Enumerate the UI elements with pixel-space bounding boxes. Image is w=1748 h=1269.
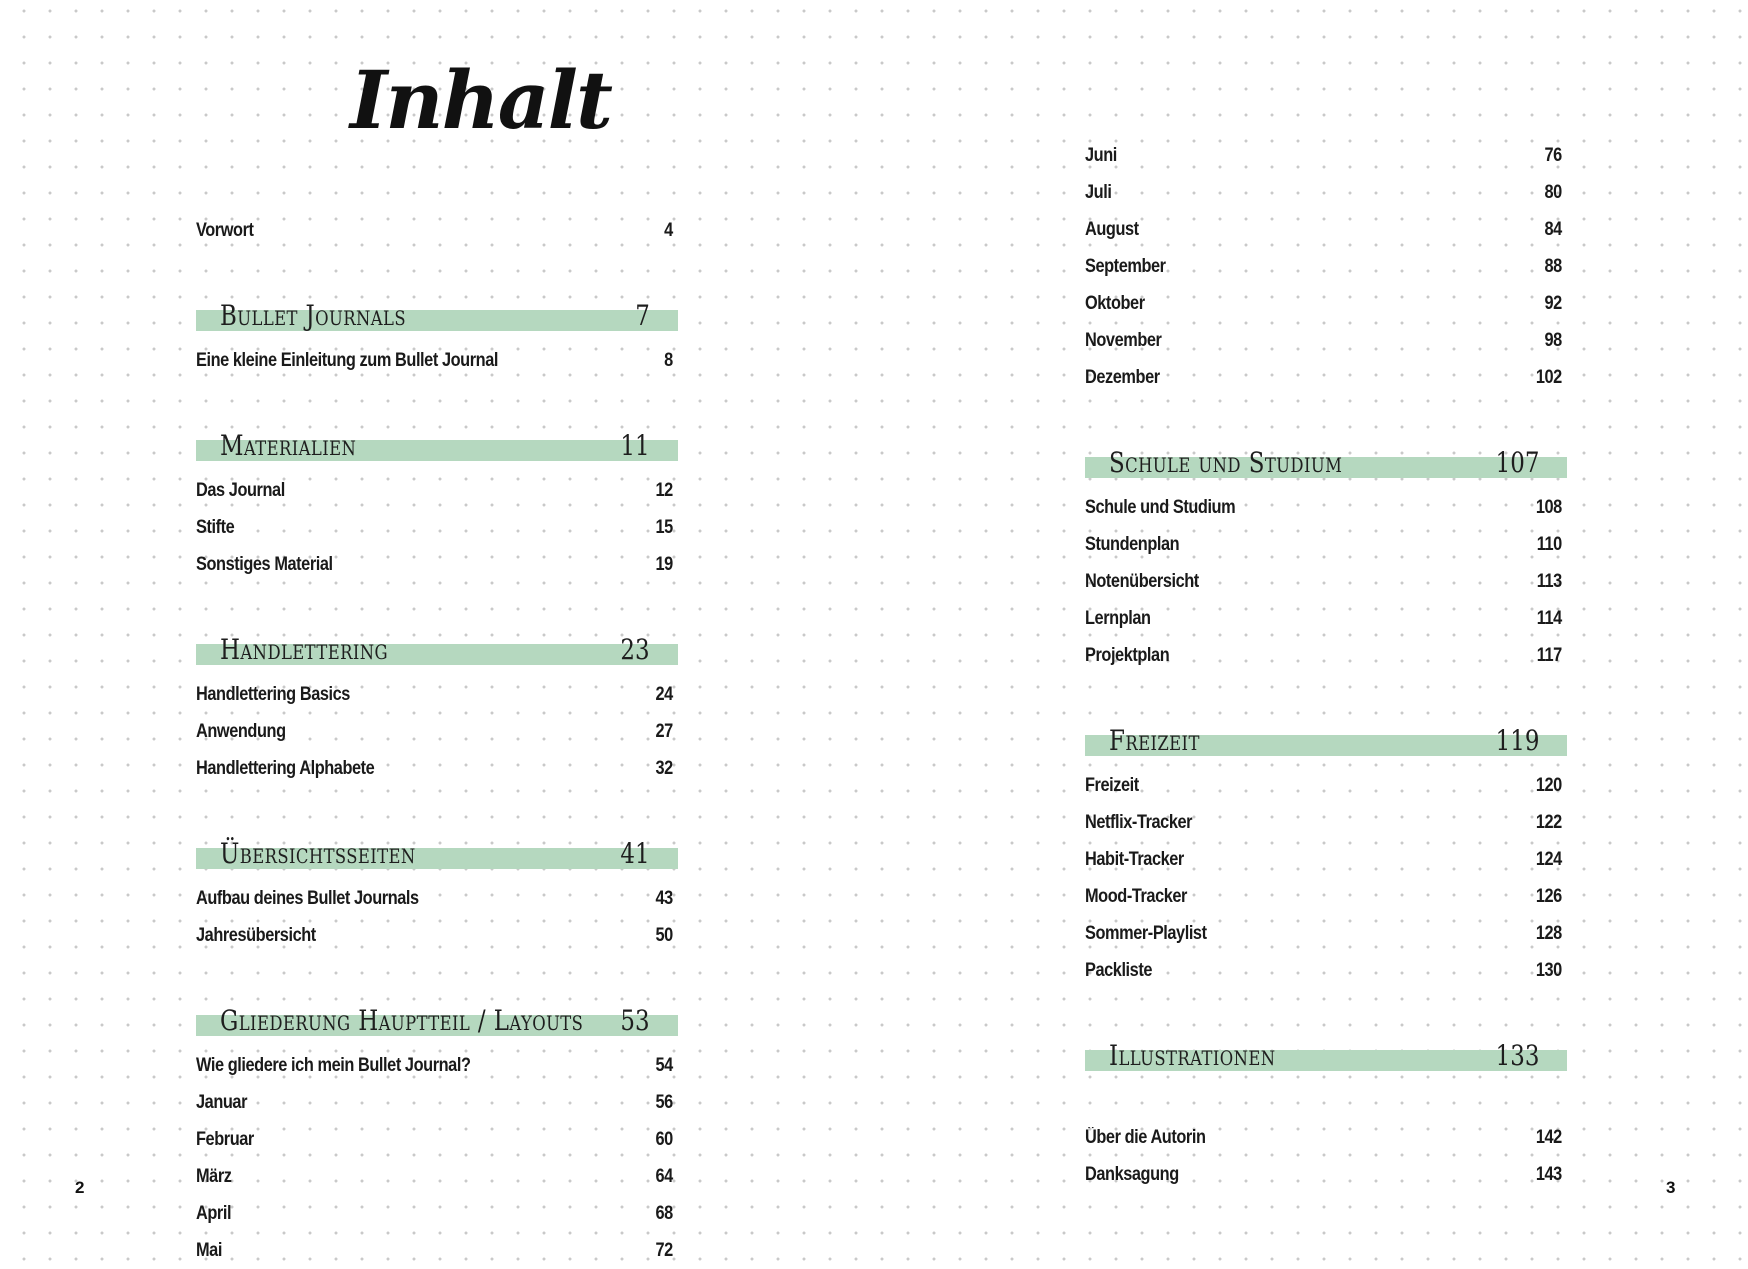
toc-entry-title: Das Journal — [196, 480, 285, 501]
toc-entry-title: Januar — [196, 1092, 248, 1113]
section-title: Handlettering — [220, 633, 388, 666]
toc-entry-title: Wie gliedere ich mein Bullet Journal? — [196, 1055, 471, 1076]
toc-gap — [196, 249, 678, 278]
toc-section-heading[interactable] — [196, 278, 678, 342]
toc-entry-title: November — [1085, 330, 1162, 351]
toc-entry-title: September — [1085, 256, 1166, 277]
toc-entry-page: 15 — [655, 517, 673, 538]
section-page-number: 23 — [620, 633, 650, 666]
toc-gap — [1085, 674, 1567, 703]
toc-entry-title: Über die Autorin — [1085, 1127, 1206, 1148]
section-page-number: 53 — [620, 1004, 650, 1037]
toc-entry-page: 43 — [655, 888, 673, 909]
toc-entry[interactable] — [196, 917, 678, 954]
toc-entry[interactable] — [1085, 804, 1567, 841]
toc-entry[interactable] — [196, 472, 678, 509]
toc-right-column — [1085, 137, 1567, 1193]
section-page-number: 133 — [1495, 1039, 1539, 1072]
toc-entry[interactable] — [1085, 322, 1567, 359]
toc-entry-title: Sonstiges Material — [196, 554, 333, 575]
section-title: Bullet Journals — [220, 299, 406, 332]
toc-entry[interactable] — [1085, 637, 1567, 674]
toc-entry-page: 84 — [1544, 219, 1562, 240]
toc-left-column — [196, 212, 678, 1269]
toc-entry[interactable] — [1085, 878, 1567, 915]
toc-entry-title: Jahresübersicht — [196, 925, 316, 946]
section-page-number: 119 — [1495, 724, 1539, 757]
toc-entry-page: 98 — [1544, 330, 1562, 351]
toc-entry[interactable] — [196, 546, 678, 583]
toc-section-heading[interactable] — [196, 983, 678, 1047]
toc-entry-title: April — [196, 1203, 232, 1224]
toc-entry-title: Sommer-Playlist — [1085, 923, 1207, 944]
right-page — [874, 0, 1748, 1240]
toc-entry-page: 142 — [1535, 1127, 1562, 1148]
toc-entry-title: Danksagung — [1085, 1164, 1179, 1185]
toc-entry[interactable] — [196, 212, 678, 249]
toc-entry-page: 80 — [1544, 182, 1562, 203]
toc-entry[interactable] — [1085, 174, 1567, 211]
section-title: Übersichtsseiten — [220, 837, 416, 870]
toc-entry-page: 64 — [655, 1166, 673, 1187]
toc-entry[interactable] — [1085, 489, 1567, 526]
toc-entry[interactable] — [1085, 841, 1567, 878]
toc-entry[interactable] — [1085, 211, 1567, 248]
toc-entry-title: Mai — [196, 1240, 222, 1261]
toc-entry-title: Packliste — [1085, 960, 1152, 981]
toc-entry[interactable] — [196, 880, 678, 917]
toc-entry-page: 88 — [1544, 256, 1562, 277]
toc-entry-page: 24 — [655, 684, 673, 705]
section-page-number: 41 — [620, 837, 650, 870]
toc-entry[interactable] — [1085, 915, 1567, 952]
toc-entry-title: August — [1085, 219, 1139, 240]
toc-entry-title: Freizeit — [1085, 775, 1139, 796]
left-page — [0, 0, 874, 1261]
toc-entry[interactable] — [1085, 137, 1567, 174]
toc-entry-page: 117 — [1536, 645, 1562, 666]
toc-entry-title: Habit-Tracker — [1085, 849, 1184, 870]
toc-entry[interactable] — [196, 1047, 678, 1084]
toc-entry-page: 102 — [1535, 367, 1562, 388]
toc-entry[interactable] — [1085, 767, 1567, 804]
page-number-right: 3 — [1666, 1178, 1676, 1197]
toc-entry-page: 12 — [655, 480, 673, 501]
section-title: Materialien — [220, 429, 357, 462]
toc-entry-page: 27 — [655, 721, 673, 742]
toc-entry-title: Februar — [196, 1129, 254, 1150]
toc-entry-page: 68 — [655, 1203, 673, 1224]
toc-entry-title: Stifte — [196, 517, 235, 538]
toc-section-heading[interactable] — [196, 612, 678, 676]
toc-gap — [196, 379, 678, 408]
toc-entry-title: Projektplan — [1085, 645, 1170, 666]
toc-entry-page: 126 — [1535, 886, 1562, 907]
toc-entry-page: 60 — [655, 1129, 673, 1150]
toc-entry-title: Juni — [1085, 145, 1117, 166]
toc-entry-page: 50 — [655, 925, 673, 946]
toc-entry-page: 76 — [1544, 145, 1562, 166]
section-page-number: 11 — [620, 429, 650, 462]
toc-entry-title: Lernplan — [1085, 608, 1151, 629]
toc-section-heading[interactable] — [196, 408, 678, 472]
section-title: Schule und Studium — [1109, 446, 1343, 479]
toc-entry-page: 32 — [655, 758, 673, 779]
toc-entry[interactable] — [196, 342, 678, 379]
toc-entry-page: 54 — [655, 1055, 673, 1076]
toc-entry-page: 143 — [1535, 1164, 1562, 1185]
toc-gap — [196, 787, 678, 816]
page-title: Inhalt — [350, 53, 611, 147]
toc-entry-title: Oktober — [1085, 293, 1145, 314]
page-number-left: 2 — [75, 1178, 85, 1197]
toc-entry-title: Stundenplan — [1085, 534, 1180, 555]
toc-entry-page: 4 — [664, 220, 673, 241]
toc-entry[interactable] — [196, 1084, 678, 1121]
toc-entry-title: Dezember — [1085, 367, 1160, 388]
toc-entry[interactable] — [1085, 600, 1567, 637]
toc-entry[interactable] — [1085, 563, 1567, 600]
toc-entry-title: Aufbau deines Bullet Journals — [196, 888, 419, 909]
toc-entry-title: Juli — [1085, 182, 1112, 203]
toc-entry-page: 108 — [1535, 497, 1562, 518]
toc-gap — [1085, 989, 1567, 1018]
toc-gap — [196, 954, 678, 983]
toc-gap — [196, 583, 678, 612]
section-title: Gliederung Hauptteil / Layouts — [220, 1004, 584, 1037]
toc-section-heading[interactable] — [1085, 703, 1567, 767]
toc-entry-title: März — [196, 1166, 232, 1187]
toc-entry[interactable] — [196, 1121, 678, 1158]
toc-entry-page: 120 — [1535, 775, 1562, 796]
toc-entry[interactable] — [196, 713, 678, 750]
toc-entry[interactable] — [1085, 952, 1567, 989]
toc-entry[interactable] — [196, 1232, 678, 1269]
toc-section-heading[interactable] — [1085, 425, 1567, 489]
toc-entry-title: Eine kleine Einleitung zum Bullet Journal — [196, 350, 498, 371]
toc-section-heading[interactable] — [1085, 1018, 1567, 1082]
toc-entry-page: 130 — [1535, 960, 1562, 981]
toc-entry-page: 56 — [655, 1092, 673, 1113]
toc-entry[interactable] — [196, 1195, 678, 1232]
section-title: Freizeit — [1109, 724, 1200, 757]
toc-entry[interactable] — [1085, 285, 1567, 322]
toc-entry-page: 122 — [1535, 812, 1562, 833]
toc-entry-page: 113 — [1536, 571, 1562, 592]
toc-entry-title: Notenübersicht — [1085, 571, 1199, 592]
toc-entry-page: 128 — [1535, 923, 1562, 944]
toc-entry[interactable] — [1085, 1156, 1567, 1193]
toc-spacer — [1085, 1082, 1567, 1119]
toc-entry-title: Vorwort — [196, 220, 254, 241]
toc-entry-page: 19 — [655, 554, 673, 575]
toc-entry-page: 110 — [1536, 534, 1562, 555]
toc-entry[interactable] — [1085, 359, 1567, 396]
toc-gap — [1085, 396, 1567, 425]
toc-entry[interactable] — [1085, 1119, 1567, 1156]
toc-entry[interactable] — [1085, 526, 1567, 563]
toc-entry-title: Mood-Tracker — [1085, 886, 1187, 907]
toc-entry[interactable] — [196, 509, 678, 546]
toc-entry-page: 8 — [664, 350, 673, 371]
toc-entry[interactable] — [1085, 248, 1567, 285]
toc-entry-title: Handlettering Alphabete — [196, 758, 375, 779]
toc-entry-title: Handlettering Basics — [196, 684, 350, 705]
toc-entry[interactable] — [196, 1158, 678, 1195]
toc-entry[interactable] — [196, 676, 678, 713]
section-page-number: 7 — [635, 299, 650, 332]
toc-entry[interactable] — [196, 750, 678, 787]
toc-entry-title: Anwendung — [196, 721, 286, 742]
toc-entry-page: 124 — [1535, 849, 1562, 870]
toc-entry-page: 72 — [655, 1240, 673, 1261]
toc-entry-title: Netflix-Tracker — [1085, 812, 1193, 833]
toc-entry-page: 114 — [1536, 608, 1562, 629]
section-page-number: 107 — [1495, 446, 1539, 479]
section-title: Illustrationen — [1109, 1039, 1276, 1072]
toc-section-heading[interactable] — [196, 816, 678, 880]
toc-entry-page: 92 — [1544, 293, 1562, 314]
toc-entry-title: Schule und Studium — [1085, 497, 1236, 518]
